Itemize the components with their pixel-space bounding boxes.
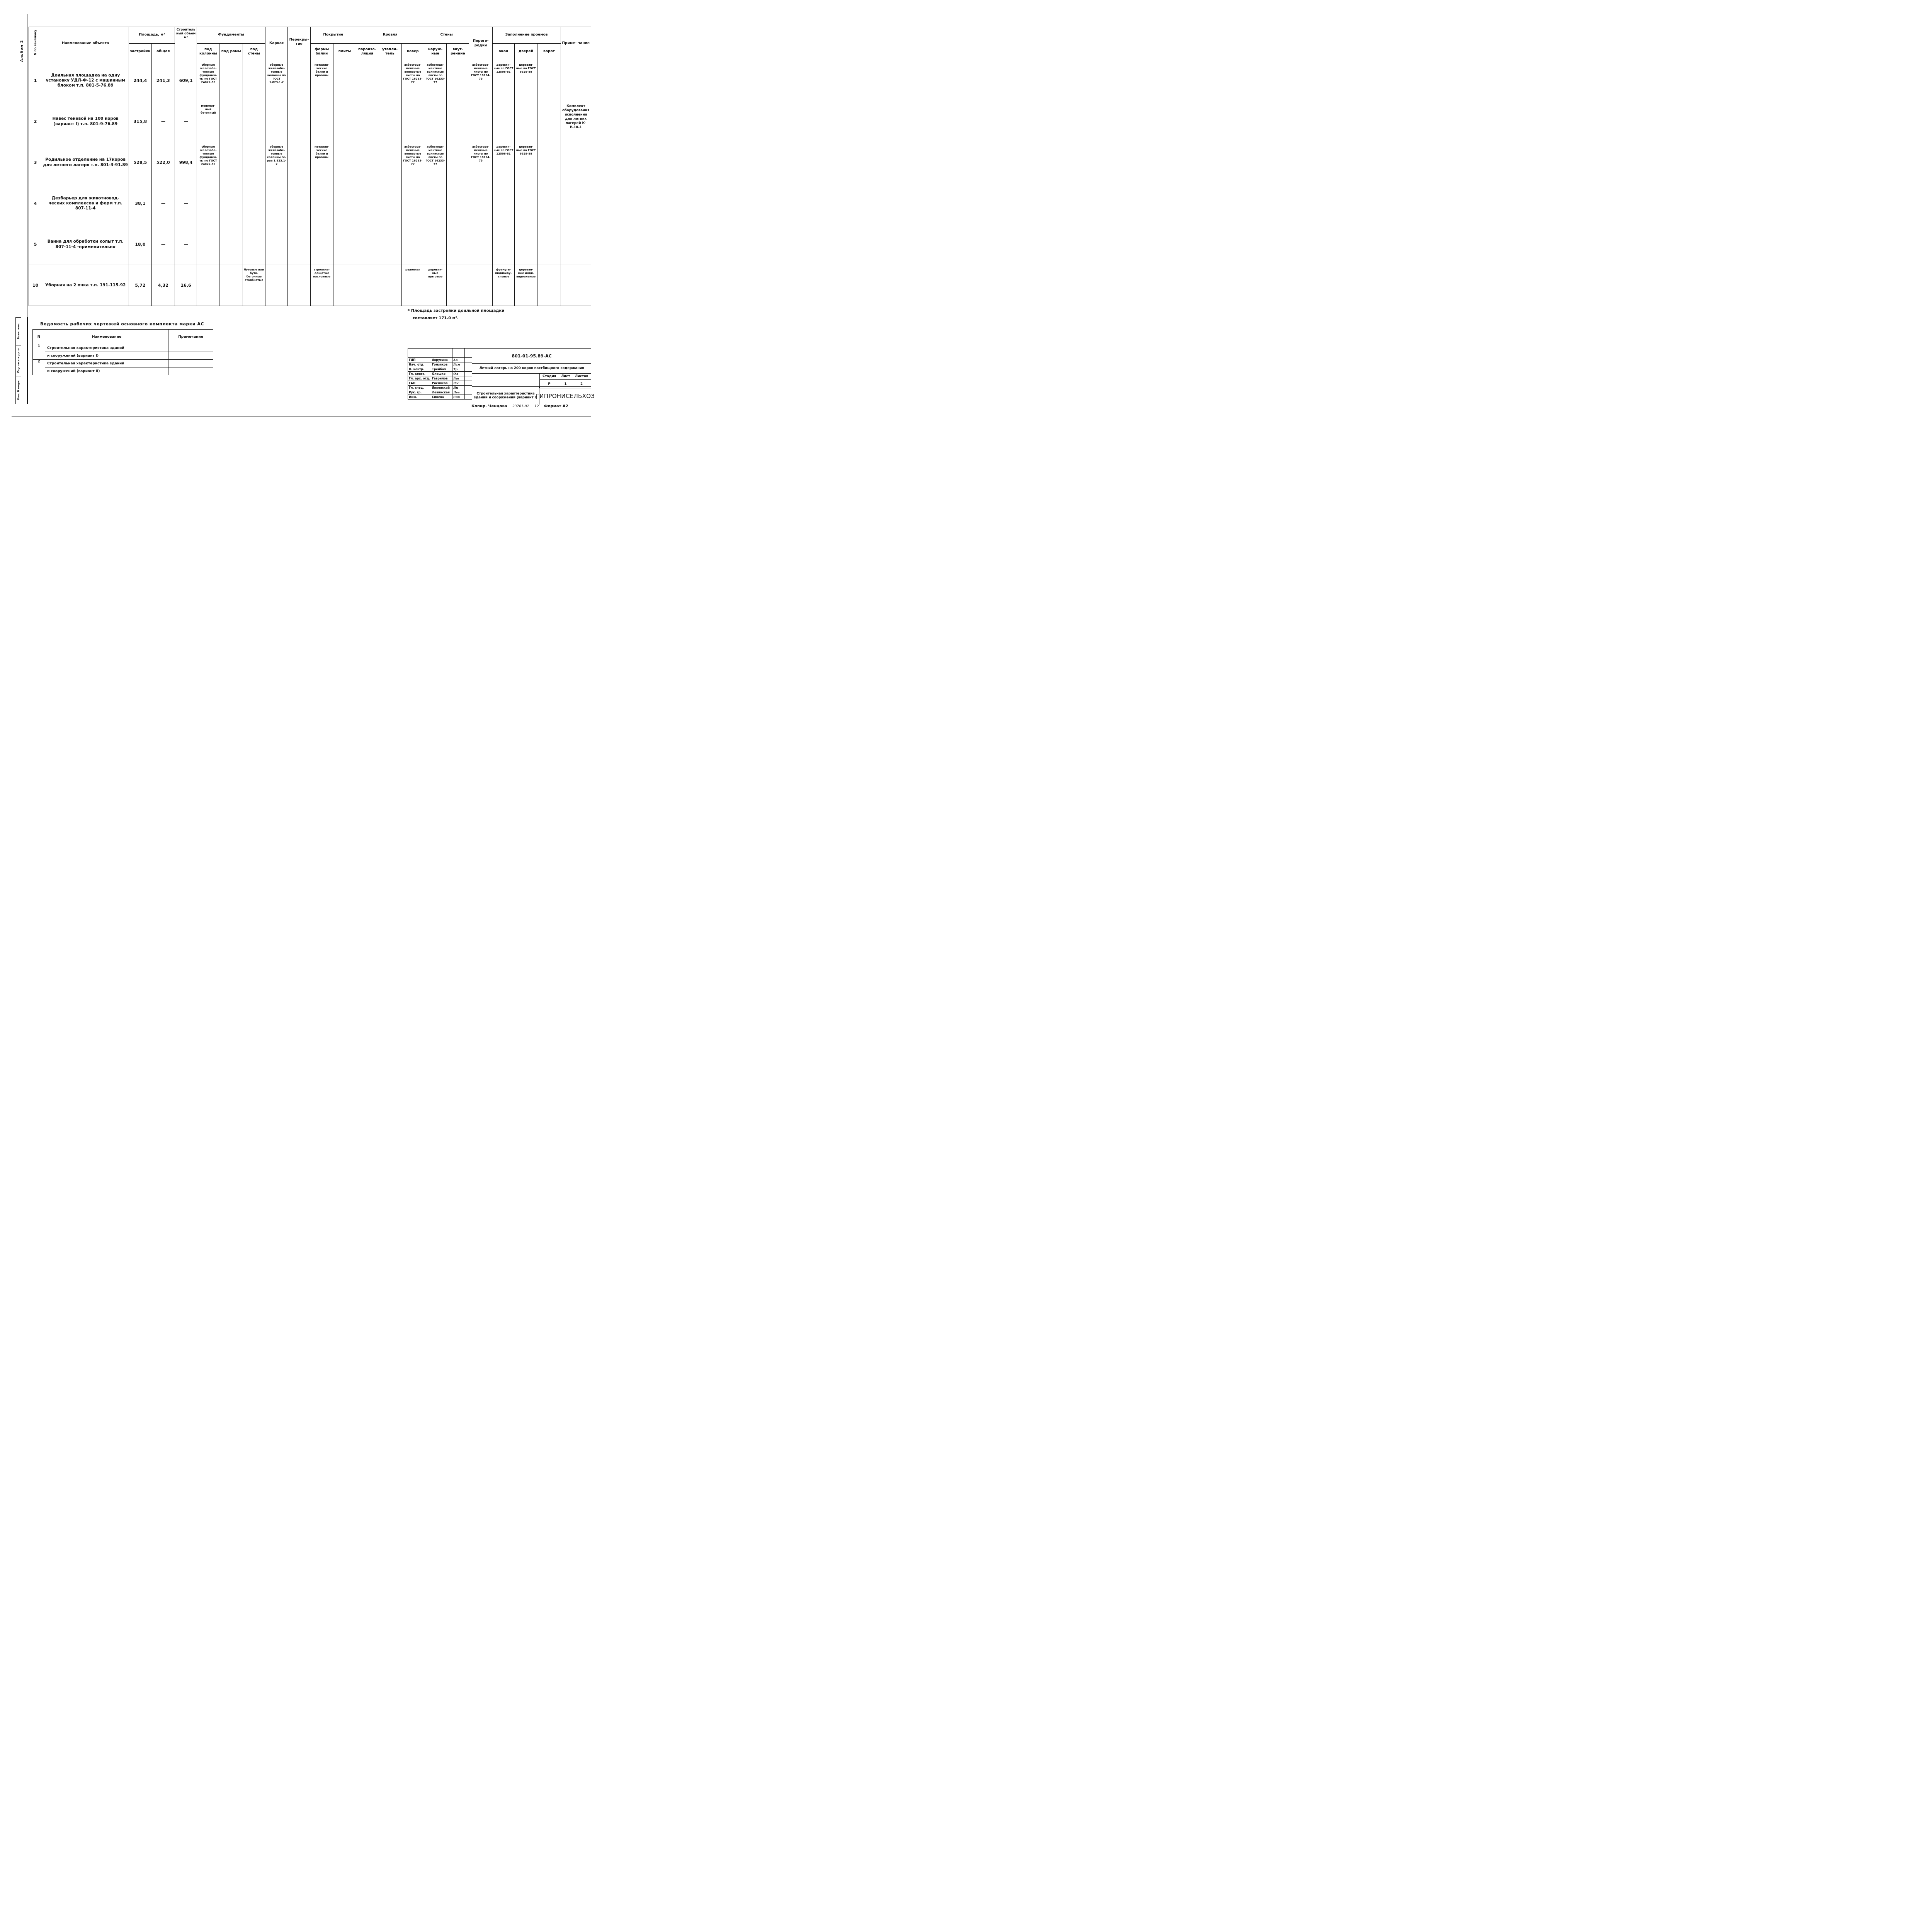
row-r-slabs	[333, 142, 356, 183]
row-o-gates	[537, 60, 561, 101]
row-area-total: —	[151, 224, 175, 265]
header-r-slabs: плиты	[333, 44, 356, 60]
signature: Лев	[452, 390, 465, 395]
signature: Ол	[452, 372, 465, 376]
row-floors	[288, 142, 310, 183]
table-row	[29, 224, 591, 265]
row-r-slabs	[333, 60, 356, 101]
table-row	[29, 60, 591, 101]
row-k-vapor	[356, 101, 378, 142]
header-frame: Каркас	[265, 27, 288, 60]
row-frame	[265, 183, 288, 224]
signature-row	[408, 395, 472, 400]
footnote-line-1: * Площадь застройки доильной площадки	[408, 309, 505, 313]
signature-name: Трейбач	[431, 367, 452, 372]
row-w-outer	[424, 101, 446, 142]
signature-role: Гл. арх. отд.	[408, 376, 431, 381]
row-f-walls	[243, 60, 265, 101]
header-o-doors: дверей	[514, 44, 537, 60]
row-o-doors	[514, 224, 537, 265]
sheet-value: 1	[559, 380, 572, 388]
row-f-columns	[197, 265, 219, 306]
table-row	[29, 183, 591, 224]
stage-label: Стадия	[540, 373, 559, 380]
header-foundations: Фундаменты	[197, 27, 265, 44]
row-o-windows	[492, 183, 514, 224]
signature-name: Левинская	[431, 390, 452, 395]
row-volume: 998,4	[175, 142, 197, 183]
row-note	[561, 183, 591, 224]
header-roofing: Кровля	[356, 27, 424, 44]
sheet-list-header-name: Наименование	[45, 330, 168, 344]
signature-role: Н. контр.	[408, 367, 431, 372]
signature: Тр	[452, 367, 465, 372]
row-note	[561, 265, 591, 306]
row-name: Навес теневой на 100 коров (вариант I) т.п. 801-9-76.89	[42, 101, 129, 142]
row-r-slabs	[333, 101, 356, 142]
row-num: 1	[29, 60, 42, 101]
row-k-insul	[378, 142, 401, 183]
row-k-vapor	[356, 142, 378, 183]
sheet-label: Лист	[559, 373, 572, 380]
row-note	[561, 142, 591, 183]
bottom-line	[471, 404, 572, 408]
row-r-slabs	[333, 183, 356, 224]
row-w-inner	[447, 142, 469, 183]
row-area-total: —	[151, 101, 175, 142]
row-k-cover	[401, 224, 424, 265]
row-floors	[288, 60, 310, 101]
signature-row	[408, 372, 472, 376]
row-k-insul	[378, 60, 401, 101]
header-roof: Покрытие	[310, 27, 356, 44]
sheets-value: 2	[572, 380, 591, 388]
row-note: Комплект оборудования исполнения для летних лагерей К-Р-10-1	[561, 101, 591, 142]
row-partitions: асбестоце- ментные листы по ГОСТ 18124-75	[469, 142, 492, 183]
row-o-windows: деревян- ные по ГОСТ 12506-81	[492, 60, 514, 101]
row-f-frames	[219, 60, 243, 101]
row-k-insul	[378, 265, 401, 306]
signature-role: Рук. гр.	[408, 390, 431, 395]
row-floors	[288, 224, 310, 265]
signature: Ав	[452, 358, 465, 362]
side-strip-signature: Подпись и дата	[16, 345, 21, 376]
row-r-trusses	[310, 101, 333, 142]
row-volume: —	[175, 183, 197, 224]
row-area-total: 4,32	[151, 265, 175, 306]
header-partitions: Перего- родки	[469, 27, 492, 60]
signature-row	[408, 386, 472, 390]
row-f-columns: монолит- ный бетонный	[197, 101, 219, 142]
table-row	[29, 265, 591, 306]
row-partitions	[469, 101, 492, 142]
signature-row	[408, 367, 472, 372]
table-row	[29, 142, 591, 183]
row-area-total: 522,0	[151, 142, 175, 183]
row-w-outer: деревян- ные щитовые	[424, 265, 446, 306]
row-f-frames	[219, 101, 243, 142]
row-k-insul	[378, 101, 401, 142]
signature-role: Инж.	[408, 395, 431, 400]
row-k-vapor	[356, 183, 378, 224]
signature-row	[408, 376, 472, 381]
header-f-walls: под стены	[243, 44, 265, 60]
page-number: 12	[534, 405, 539, 408]
row-num: 3	[29, 142, 42, 183]
format-label: Формат А2	[544, 404, 568, 408]
signature-name: Гаврилов	[431, 376, 452, 381]
row-o-windows	[492, 224, 514, 265]
side-strip-replaced: Взам. инв.	[16, 317, 21, 345]
row-r-trusses	[310, 183, 333, 224]
header-note: Приме- чание	[561, 27, 591, 60]
signature-name: Росляков	[431, 381, 452, 386]
sheet-list-note	[168, 360, 213, 367]
signature-row	[408, 390, 472, 395]
row-k-insul	[378, 224, 401, 265]
header-volume: Строитель ный объем м³	[175, 27, 197, 60]
row-area-build: 38,1	[129, 183, 151, 224]
row-volume: 609,1	[175, 60, 197, 101]
sheet-list-note-2	[168, 352, 213, 360]
sheet-list-name-line-1: Строительная характеристика зданий	[45, 360, 168, 367]
row-o-windows: деревян- ные по ГОСТ 12506-81	[492, 142, 514, 183]
row-area-build: 244,4	[129, 60, 151, 101]
row-o-doors: деревян- ные по ГОСТ 6629-88	[514, 142, 537, 183]
drawing-sheet	[0, 0, 606, 429]
row-frame: сборные железобе- тонные колонны се- рии 1.823.1-2	[265, 142, 288, 183]
row-f-columns	[197, 224, 219, 265]
row-f-columns: сборные железобе- тонные фундамен- ты по ГОСТ 24022-80	[197, 60, 219, 101]
row-f-columns: сборные железобе- тонные фундамен- ты по ГОСТ 24022-80	[197, 142, 219, 183]
row-volume: —	[175, 224, 197, 265]
row-name: Уборная на 2 очка т.п. 191-115-92	[42, 265, 129, 306]
signature-role: Нач. отд.	[408, 362, 431, 367]
row-k-cover: асбестоце- ментные волнистые листы по ГОСТ 16233-77	[401, 60, 424, 101]
header-area-total: общая	[151, 44, 175, 60]
header-k-cover: ковер	[401, 44, 424, 60]
title-block	[408, 348, 595, 404]
signature: Син	[452, 395, 465, 400]
header-r-trusses: фермы балки	[310, 44, 333, 60]
row-f-walls	[243, 142, 265, 183]
signature: Рос	[452, 381, 465, 386]
sheet-list-table	[32, 329, 213, 375]
copier-label: Копир. Ченцова	[471, 404, 507, 408]
row-area-build: 18,0	[129, 224, 151, 265]
signature-name: Янковский	[431, 386, 452, 390]
row-o-gates	[537, 224, 561, 265]
signature: Гав	[452, 376, 465, 381]
footnote	[408, 307, 504, 322]
row-w-inner	[447, 265, 469, 306]
title-block-main	[472, 348, 595, 404]
row-o-doors	[514, 183, 537, 224]
row-k-vapor	[356, 224, 378, 265]
row-area-build: 528,5	[129, 142, 151, 183]
row-area-total: 241,3	[151, 60, 175, 101]
row-area-build: 5,72	[129, 265, 151, 306]
sheets-label: Листов	[572, 373, 591, 380]
signature: Ян	[452, 386, 465, 390]
row-o-doors: деревян- ные по ГОСТ 6629-88	[514, 60, 537, 101]
side-strip	[15, 317, 28, 404]
header-walls: Стены	[424, 27, 469, 44]
table-row	[33, 367, 213, 375]
sheet-description: Строительная характеристика зданий и сооружений (вариант I)	[472, 386, 539, 405]
row-floors	[288, 101, 310, 142]
header-openings: Заполнение проемов	[492, 27, 561, 44]
row-w-outer: асбестоце- ментные волнистые листы по ГОСТ 16233-77	[424, 142, 446, 183]
signature-name: Аврусина	[431, 358, 452, 362]
row-k-cover: асбестоце- ментные волнистые листы по ГОСТ 16233-77	[401, 142, 424, 183]
row-partitions: асбестоце- ментные листы по ГОСТ 18124-75	[469, 60, 492, 101]
sheet-list-name-line-1: Строительная характеристика зданий	[45, 344, 168, 352]
row-volume: 16,6	[175, 265, 197, 306]
row-num: 2	[29, 101, 42, 142]
archive-number: 23761-02	[512, 405, 529, 408]
row-f-frames	[219, 224, 243, 265]
row-w-inner	[447, 183, 469, 224]
header-o-windows: окон	[492, 44, 514, 60]
row-r-trusses: стропила- дощатые наслонные	[310, 265, 333, 306]
sheet-list-note	[168, 344, 213, 352]
row-frame	[265, 224, 288, 265]
row-volume: —	[175, 101, 197, 142]
row-note	[561, 224, 591, 265]
row-o-gates	[537, 265, 561, 306]
row-num: 5	[29, 224, 42, 265]
row-r-slabs	[333, 265, 356, 306]
project-title: Летний лагерь на 200 коров пастбищного содержания	[472, 363, 591, 374]
sheet-list-num: 1	[33, 344, 45, 360]
header-f-columns: под колонны	[197, 44, 219, 60]
row-name: Ванна для обработки копыт т.п. 807-11-4 -применительно	[42, 224, 129, 265]
header-k-insul: утепли- тель	[378, 44, 401, 60]
signatures-table	[408, 348, 472, 400]
row-frame: сборные железобе- тонные колонны по ГОСТ 1.823.1-2	[265, 60, 288, 101]
row-k-insul	[378, 183, 401, 224]
row-r-trusses: металли- ческие балки и прогоны	[310, 60, 333, 101]
row-partitions	[469, 224, 492, 265]
row-o-doors: деревян- ные инди- видуальные	[514, 265, 537, 306]
row-area-build: 315,8	[129, 101, 151, 142]
row-partitions	[469, 183, 492, 224]
row-o-windows	[492, 101, 514, 142]
row-r-trusses	[310, 224, 333, 265]
row-w-inner	[447, 224, 469, 265]
table-row	[33, 360, 213, 367]
organization-name: ГИПРОНИСЕЛЬХОЗ	[539, 386, 591, 405]
row-r-slabs	[333, 224, 356, 265]
header-floors: Перекры- тие	[288, 27, 310, 60]
row-k-cover	[401, 183, 424, 224]
signature-row	[408, 362, 472, 367]
signature-role: ГИП	[408, 358, 431, 362]
table-row	[33, 344, 213, 352]
sheet-list-header-num: N	[33, 330, 45, 344]
row-partitions	[469, 265, 492, 306]
signature-name: Синева	[431, 395, 452, 400]
row-w-outer: асбестоце- ментные волнистые листы по ГОСТ 16233-77	[424, 60, 446, 101]
signature-name: Гомзяков	[431, 362, 452, 367]
row-o-windows: фрамуги- индивиду- альные	[492, 265, 514, 306]
album-label: Альбом 2	[20, 40, 24, 62]
header-area: Площадь, м²	[129, 27, 175, 44]
document-code: 801-01-95.89-АС	[472, 349, 591, 364]
header-k-vapor: пароизо- ляция	[356, 44, 378, 60]
sheet-list-header-note: Примечание	[168, 330, 213, 344]
characteristics-table	[29, 27, 591, 306]
row-k-cover	[401, 101, 424, 142]
footnote-line-2: составляет 171.0 м².	[413, 316, 459, 320]
row-f-frames	[219, 183, 243, 224]
row-o-gates	[537, 183, 561, 224]
row-k-cover: рулонная	[401, 265, 424, 306]
signature-name: Олешко	[431, 372, 452, 376]
sheet-list-note-2	[168, 367, 213, 375]
header-o-gates: ворот	[537, 44, 561, 60]
row-num: 10	[29, 265, 42, 306]
row-name: Доильная площадка на одну установку УДЛ-Ф-12 с машинным блоком т.п. 801-5-76.89	[42, 60, 129, 101]
table-row	[33, 352, 213, 360]
header-area-build: застройки	[129, 44, 151, 60]
signature-row	[408, 381, 472, 386]
row-w-outer	[424, 183, 446, 224]
signature: Гом	[452, 362, 465, 367]
sheet-list-title: Ведомость рабочих чертежей основного комплекта марки АС	[40, 321, 204, 327]
row-r-trusses: металли- ческие балки и прогоны	[310, 142, 333, 183]
row-floors	[288, 265, 310, 306]
header-f-frames: под рамы	[219, 44, 243, 60]
table-row	[29, 101, 591, 142]
row-o-doors	[514, 101, 537, 142]
row-name: Дезбарьер для животновод- ческих комплексов и ферм т.п. 807-11-4	[42, 183, 129, 224]
row-frame	[265, 101, 288, 142]
title-block-signatures	[408, 348, 472, 404]
side-strip-inventory: Инв. N подл.	[16, 376, 21, 404]
row-area-total: —	[151, 183, 175, 224]
row-w-inner	[447, 101, 469, 142]
signature-role: ГАП	[408, 381, 431, 386]
header-w-outer: наруж- ные	[424, 44, 446, 60]
row-k-vapor	[356, 265, 378, 306]
signature-row	[408, 358, 472, 362]
row-f-walls	[243, 224, 265, 265]
row-floors	[288, 183, 310, 224]
row-w-outer	[424, 224, 446, 265]
row-o-gates	[537, 142, 561, 183]
signature-role: Гл. спец.	[408, 386, 431, 390]
header-num: N по генплану	[29, 27, 42, 60]
row-f-walls	[243, 183, 265, 224]
row-f-walls: бутовые или буто- бетонные столбчатые	[243, 265, 265, 306]
row-f-walls	[243, 101, 265, 142]
stage-value: Р	[540, 380, 559, 388]
row-w-inner	[447, 60, 469, 101]
sheet-list-name-line-2: и сооружений (вариант II)	[45, 367, 168, 375]
row-f-frames	[219, 142, 243, 183]
stage-block	[539, 373, 591, 386]
row-o-gates	[537, 101, 561, 142]
row-num: 4	[29, 183, 42, 224]
row-f-columns	[197, 183, 219, 224]
sheet-list-num: 2	[33, 360, 45, 375]
header-name: Наименование объекта	[42, 27, 129, 60]
row-name: Родильное отделение на 17коров для летнего лагеря т.п. 801-3-91.89	[42, 142, 129, 183]
header-w-inner: внут- ренние	[447, 44, 469, 60]
row-frame	[265, 265, 288, 306]
signature-role: Гл. конст.	[408, 372, 431, 376]
row-f-frames	[219, 265, 243, 306]
row-note	[561, 60, 591, 101]
row-k-vapor	[356, 60, 378, 101]
sheet-list-name-line-2: и сооружений (вариант I)	[45, 352, 168, 360]
